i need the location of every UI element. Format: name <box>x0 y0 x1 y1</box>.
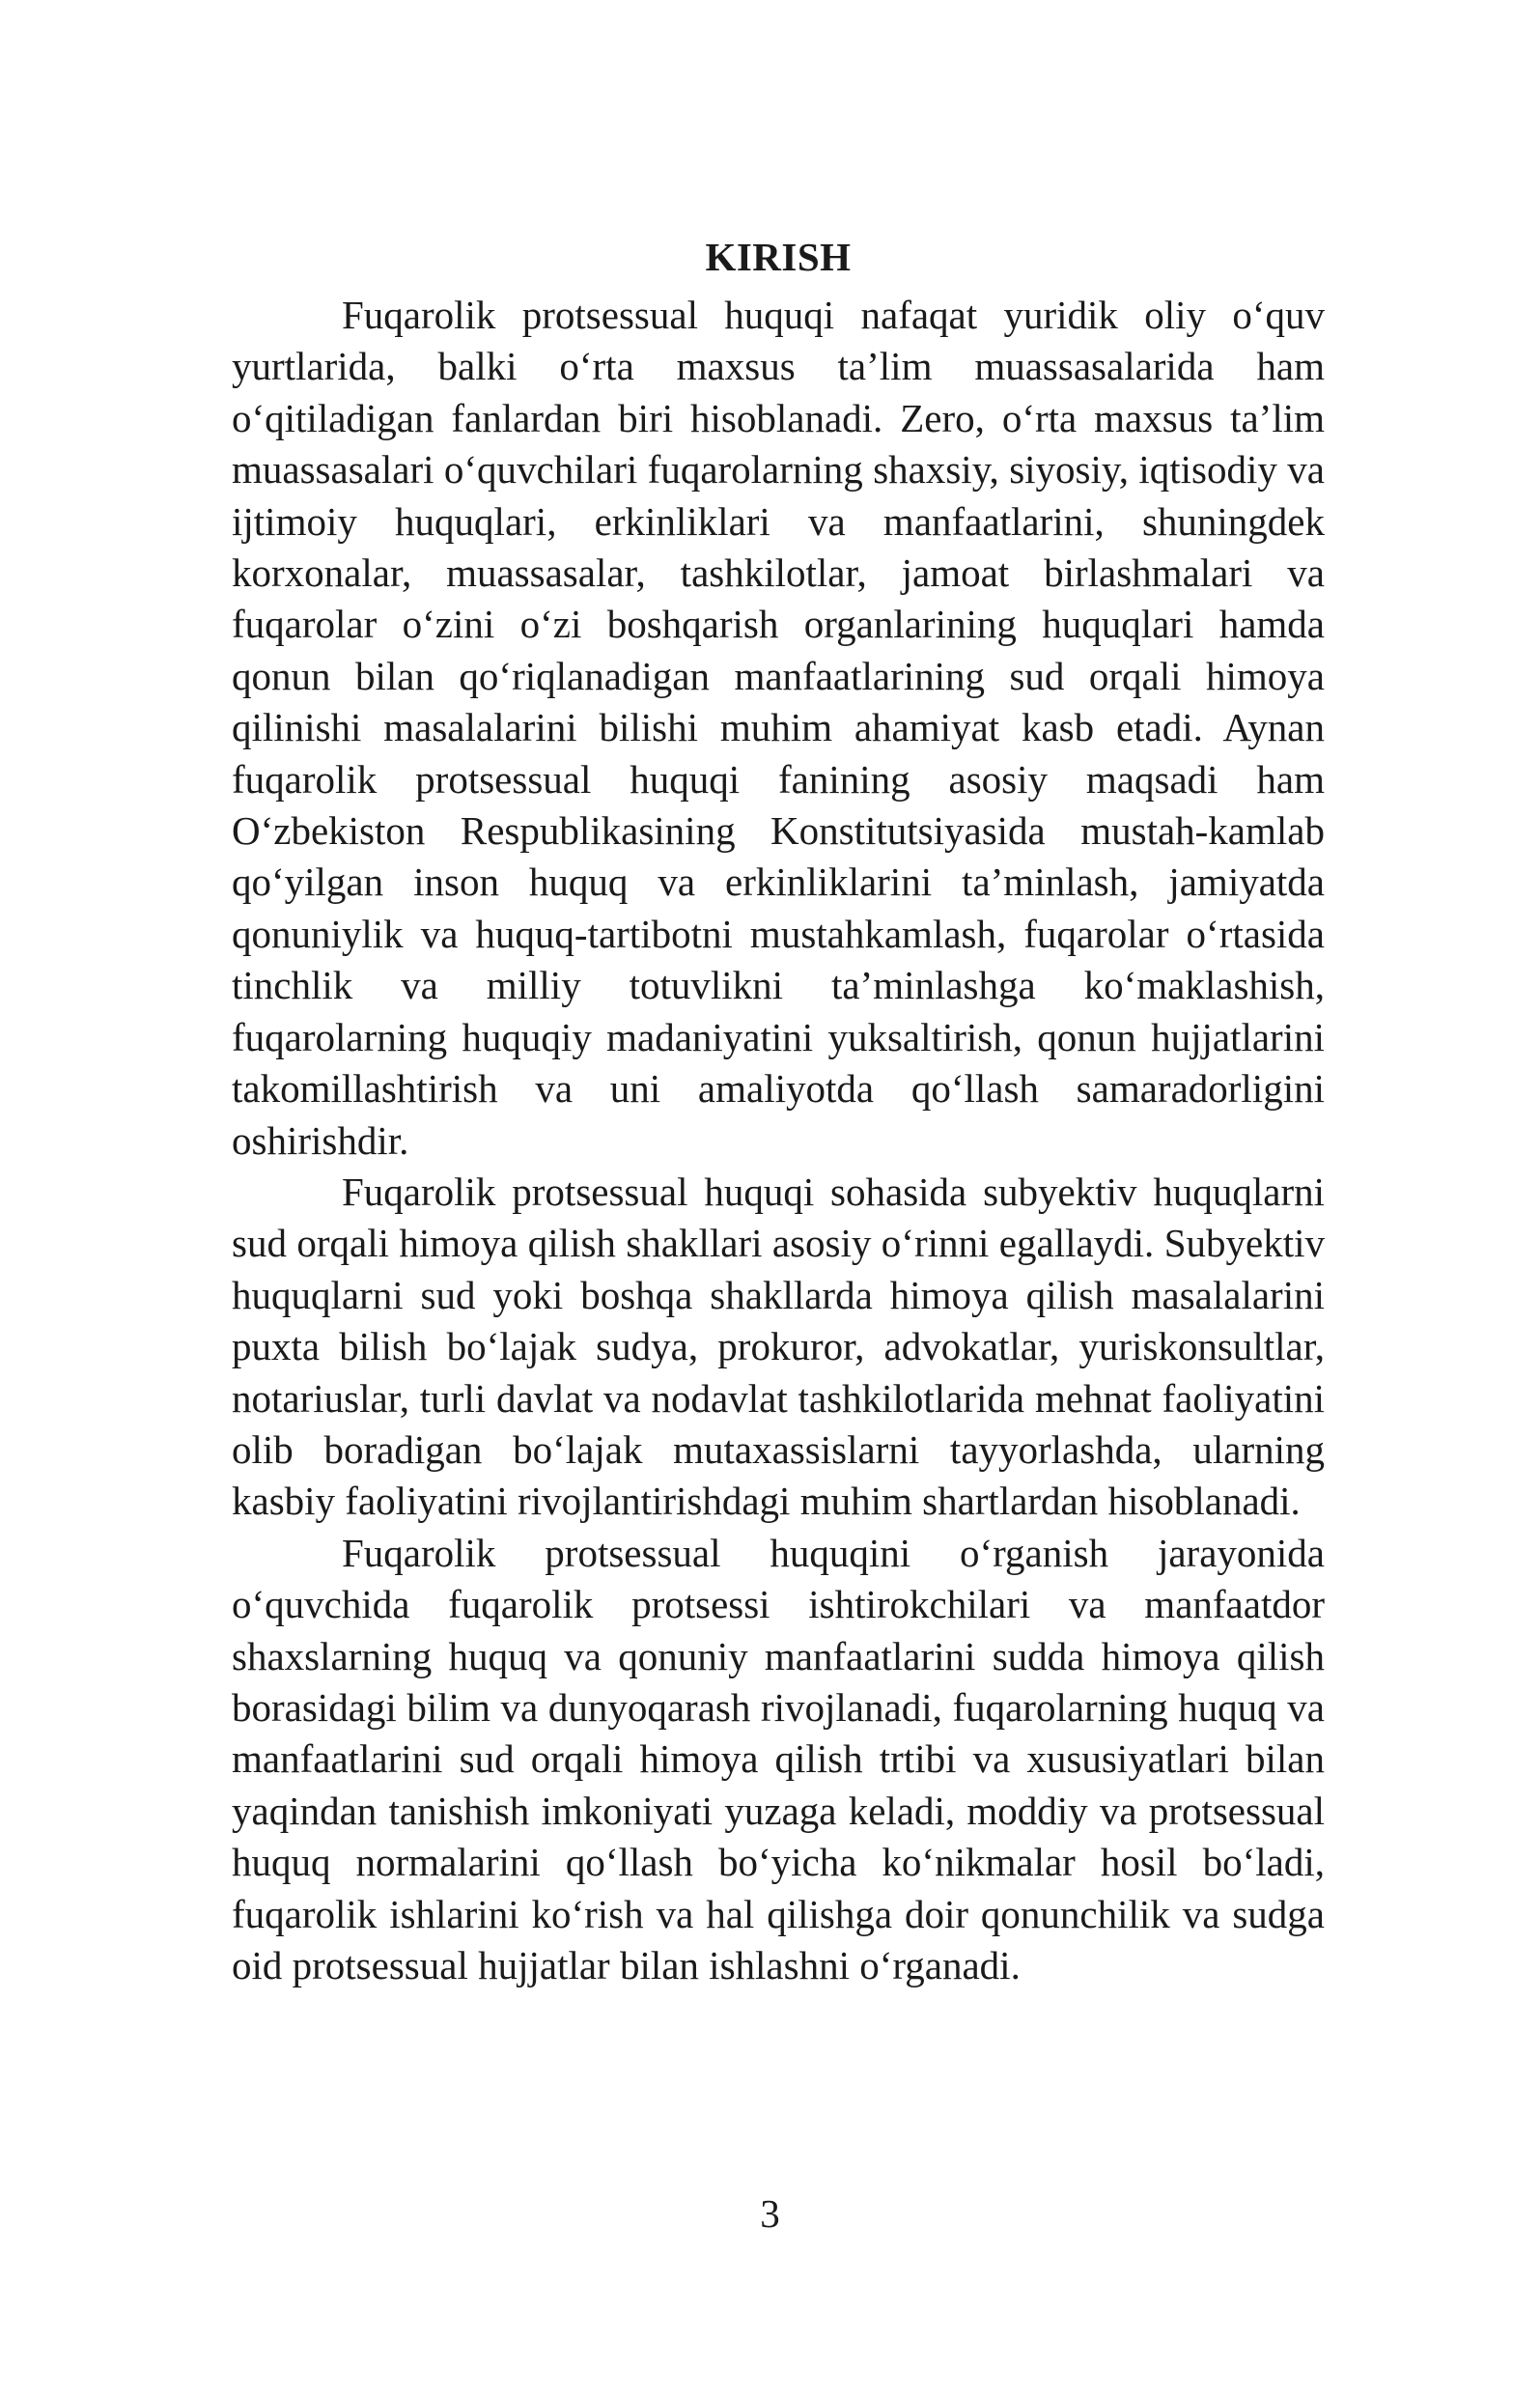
page-body <box>232 232 1325 1991</box>
page-title: KIRISH <box>705 235 852 279</box>
paragraph-2: Fuqarolik protsessual huquqi sohasida subyektiv huquqlarni sud orqali himoya qilish shakllari asosiy o‘rinni egallaydi. Subyektiv huquqlarni sud yoki boshqa shakllarda himoya qilish masalalarini puxta bilish bo‘lajak sudya, prokuror, advokatlar, yuriskonsultlar, notariuslar, turli davlat va nodavlat tashkilotlarida mehnat faoliyatini olib boradigan bo‘lajak mutaxassislarni tayyorlashda, ularning kasbiy faoliyatini rivojlantirishdagi muhim shartlardan hisoblanadi. <box>232 1169 1325 1524</box>
paragraph-1: Fuqarolik protsessual huquqi nafaqat yuridik oliy o‘quv yurtlarida, balki o‘rta maxsus ta’lim muassasalarida ham o‘qitiladigan fanlardan biri hisoblanadi. Zero, o‘rta maxsus ta’lim muassasalari o‘quvchilari fuqarolarning shaxsiy, siyosiy, iqtisodiy va ijtimoiy huquqlari, erkinliklari va manfaatlarini, shuningdek korxonalar, muassasalar, tashkilotlar, jamoat birlashmalari va fuqarolar o‘zini o‘zi boshqarish organlarining huquqlari hamda qonun bilan qo‘riqlanadigan manfaatlarining sud orqali himoya qilinishi masalalarini bilishi muhim ahamiyat kasb etadi. Aynan fuqarolik protsessual huquqi fanining asosiy maqsadi ham O‘zbekiston Respublikasining Konstitutsiyasida mustah-kamlab qo‘yilgan inson huquq va erkinliklarini ta’minlash, jamiyatda qonuniylik va huquq-tartibotni mustahkamlash, fuqarolar o‘rtasida tinchlik va milliy totuvlikni ta’minlashga ko‘maklashish, fuqarolarning huquqiy madaniyatini yuksaltirish, qonun hujjatlarini takomillashtirish va uni amaliyotda qo‘llash samaradorligini oshirishdir. <box>232 293 1325 1163</box>
page-number: 3 <box>760 2191 780 2236</box>
paragraph-3: Fuqarolik protsessual huquqini o‘rganish jarayonida o‘quvchida fuqarolik protsessi ishtirokchilari va manfaatdor shaxslarning huquq va qonuniy manfaatlarini sudda himoya qilish borasidagi bilim va dunyoqarash rivojlanadi, fuqarolarning huquq va manfaatlarini sud orqali himoya qilish trtibi va xususiyatlari bilan yaqindan tanishish imkoniyati yuzaga keladi, moddiy va protsessual huquq normalarini qo‘llash bo‘yicha ko‘nikmalar hosil bo‘ladi, fuqarolik ishlarini ko‘rish va hal qilishga doir qonunchilik va sudga oid protsessual hujjatlar bilan ishlashni o‘rganadi. <box>232 1530 1325 1987</box>
